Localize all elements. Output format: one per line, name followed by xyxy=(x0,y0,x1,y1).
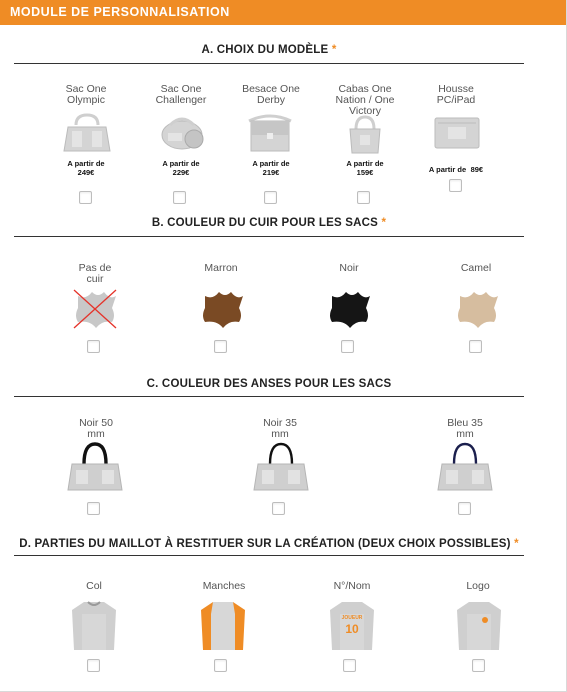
handle-option-noir50 xyxy=(70,418,122,440)
handle-checkbox-noir50[interactable] xyxy=(87,502,100,515)
jersey-label: Logo xyxy=(466,580,490,592)
leather-checkbox-marron[interactable] xyxy=(214,340,227,353)
price-value: 229€ xyxy=(172,168,190,177)
model-option-derby xyxy=(238,84,304,106)
leather-hide-icon xyxy=(199,288,245,330)
leather-option-marron xyxy=(196,263,246,274)
model-label: Sac One Challenger xyxy=(155,83,207,106)
jersey-collar-icon xyxy=(72,600,116,652)
model-price xyxy=(418,159,494,177)
model-label: Cabas One Nation / One Victory xyxy=(335,83,395,117)
model-label: Sac One Olympic xyxy=(65,83,107,106)
section-divider xyxy=(14,236,524,237)
laptop-sleeve-icon xyxy=(434,117,480,149)
model-option-cabas xyxy=(332,84,398,117)
jersey-label: N°/Nom xyxy=(333,580,371,592)
model-checkbox-derby[interactable] xyxy=(264,191,277,204)
model-label: Housse PC/iPad xyxy=(436,83,476,106)
required-mark: * xyxy=(331,44,337,56)
section-title-text: C. COULEUR DES ANSES POUR LES SACS xyxy=(146,378,392,390)
model-option-olympic xyxy=(55,84,117,106)
tote-bag-icon xyxy=(64,113,110,153)
model-price xyxy=(55,159,117,177)
model-checkbox-housse[interactable] xyxy=(449,179,462,192)
section-divider xyxy=(14,63,524,64)
section-title-text: A. CHOIX DU MODÈLE xyxy=(201,44,329,56)
section-title-model xyxy=(14,44,524,56)
model-checkbox-olympic[interactable] xyxy=(79,191,92,204)
no-leather-icon xyxy=(72,288,118,330)
price-prefix: A partir de xyxy=(252,159,290,168)
model-checkbox-challenger[interactable] xyxy=(173,191,186,204)
leather-label: Pas de cuir xyxy=(78,262,112,285)
model-checkbox-cabas[interactable] xyxy=(357,191,370,204)
leather-label: Marron xyxy=(204,262,238,274)
handle-checkbox-bleu35[interactable] xyxy=(458,502,471,515)
jersey-option-logo xyxy=(458,581,498,592)
leather-checkbox-none[interactable] xyxy=(87,340,100,353)
duffel-bag-icon xyxy=(160,115,204,153)
handle-label: Bleu 35 mm xyxy=(447,417,483,440)
jersey-number-icon xyxy=(330,600,374,652)
price-value: 159€ xyxy=(356,168,374,177)
price-value: 89€ xyxy=(470,165,484,174)
model-option-housse xyxy=(425,84,487,106)
model-option-challenger xyxy=(150,84,212,106)
module-header: MODULE DE PERSONNALISATION xyxy=(0,0,566,25)
jersey-label: Manches xyxy=(202,580,246,592)
handle-checkbox-noir35[interactable] xyxy=(272,502,285,515)
jersey-label: Col xyxy=(86,580,102,592)
leather-hide-icon xyxy=(454,288,500,330)
cabas-bag-icon xyxy=(348,115,382,155)
leather-option-noir xyxy=(324,263,374,274)
price-prefix: A partir de xyxy=(162,159,200,168)
required-mark: * xyxy=(514,538,519,550)
leather-option-camel xyxy=(451,263,501,274)
model-label: Besace One Derby xyxy=(242,83,300,106)
jersey-logo-icon xyxy=(457,600,501,652)
section-title-handles xyxy=(14,378,524,390)
handle-label: Noir 50 mm xyxy=(79,417,113,440)
price-prefix: A partir de xyxy=(67,159,105,168)
jersey-option-number xyxy=(326,581,378,592)
price-value: 219€ xyxy=(262,168,280,177)
section-title-text: B. COULEUR DU CUIR POUR LES SACS xyxy=(151,217,379,229)
section-divider xyxy=(14,396,524,397)
bag-handle-icon xyxy=(438,442,492,492)
model-price xyxy=(238,159,304,177)
bag-handle-icon xyxy=(68,442,122,492)
jersey-option-manches xyxy=(194,581,254,592)
leather-checkbox-noir[interactable] xyxy=(341,340,354,353)
leather-label: Noir xyxy=(339,262,359,274)
jersey-checkbox-manches[interactable] xyxy=(214,659,227,672)
leather-label: Camel xyxy=(460,262,492,274)
price-prefix: A partir de xyxy=(346,159,384,168)
handle-label: Noir 35 mm xyxy=(263,417,297,440)
model-price xyxy=(332,159,398,177)
jersey-name-text: JOUEUR xyxy=(341,615,363,621)
leather-hide-icon xyxy=(326,288,372,330)
handle-option-noir35 xyxy=(254,418,306,440)
jersey-checkbox-number[interactable] xyxy=(343,659,356,672)
leather-checkbox-camel[interactable] xyxy=(469,340,482,353)
required-mark: * xyxy=(381,217,387,229)
messenger-bag-icon xyxy=(247,115,293,153)
section-title-text: D. PARTIES DU MAILLOT À RESTITUER SUR LA CRÉATION (DEUX CHOIX POSSIBLES) xyxy=(19,538,511,550)
jersey-checkbox-col[interactable] xyxy=(87,659,100,672)
price-prefix: A partir de xyxy=(428,165,467,174)
jersey-option-col xyxy=(74,581,114,592)
jersey-number-text: 10 xyxy=(345,622,359,636)
jersey-sleeves-icon xyxy=(201,600,245,652)
jersey-checkbox-logo[interactable] xyxy=(472,659,485,672)
leather-option-none xyxy=(70,263,120,285)
model-price xyxy=(150,159,212,177)
section-title-leather xyxy=(14,217,524,229)
price-value: 249€ xyxy=(77,168,95,177)
bag-handle-icon xyxy=(254,442,308,492)
handle-option-bleu35 xyxy=(439,418,491,440)
section-divider xyxy=(14,555,524,556)
section-title-jersey xyxy=(14,538,524,550)
